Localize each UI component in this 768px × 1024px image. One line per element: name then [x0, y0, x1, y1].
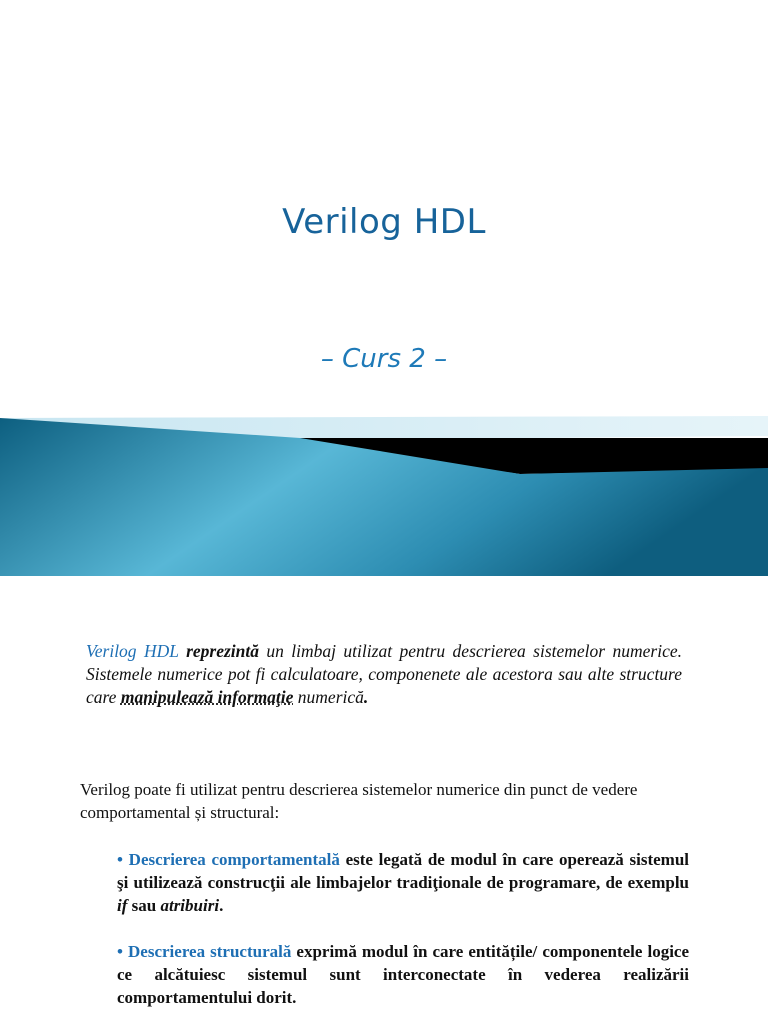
intro-verb: reprezintă — [186, 641, 259, 661]
intro-emphasis: manipulează informaţie — [120, 687, 294, 707]
bullet-text-2: sau — [127, 896, 161, 915]
intro-text-1: un limbaj utilizat pentru descrierea sistemelor numerice. Sistemele numerice pot fi calculatoare, componenete ale acestora sau alte structure care — [86, 641, 682, 707]
bullet-text-3: . — [219, 896, 224, 915]
bullet-term: Descrierea comportamentală — [128, 850, 340, 869]
bullet-marker: • — [117, 850, 123, 869]
bullet-italic-2: atribuiri — [160, 896, 220, 915]
intro-paragraph — [86, 640, 682, 709]
bullet-marker: • — [117, 942, 123, 961]
intro-term: Verilog HDL — [86, 641, 179, 661]
bullet-behavioral — [117, 848, 689, 917]
intro-end: . — [363, 687, 369, 707]
usage-paragraph: Verilog poate fi utilizat pentru descrierea sistemelor numerice din punct de vedere comportamental și structural: — [80, 780, 638, 822]
bullet-term: Descrierea structurală — [128, 942, 292, 961]
bullet-text-1: exprimă modul în care entitățile/ componentele logice ce alcătuiesc sistemul sunt interconectate în vederea realizării comportamentului dorit. — [117, 942, 690, 1007]
bullet-italic-1: if — [117, 896, 128, 915]
intro-text-2: numerică — [293, 687, 364, 707]
slide-title: Verilog HDL — [282, 202, 486, 242]
slide-subtitle: – Curs 2 – — [320, 344, 448, 374]
bullet-text-1: este legată de modul în care operează sistemul şi utilizează construcţii ale limbajelor tradiţionale de programare, de exemplu — [117, 850, 690, 892]
bullet-structural — [117, 940, 689, 1009]
decorative-banner — [0, 410, 768, 580]
